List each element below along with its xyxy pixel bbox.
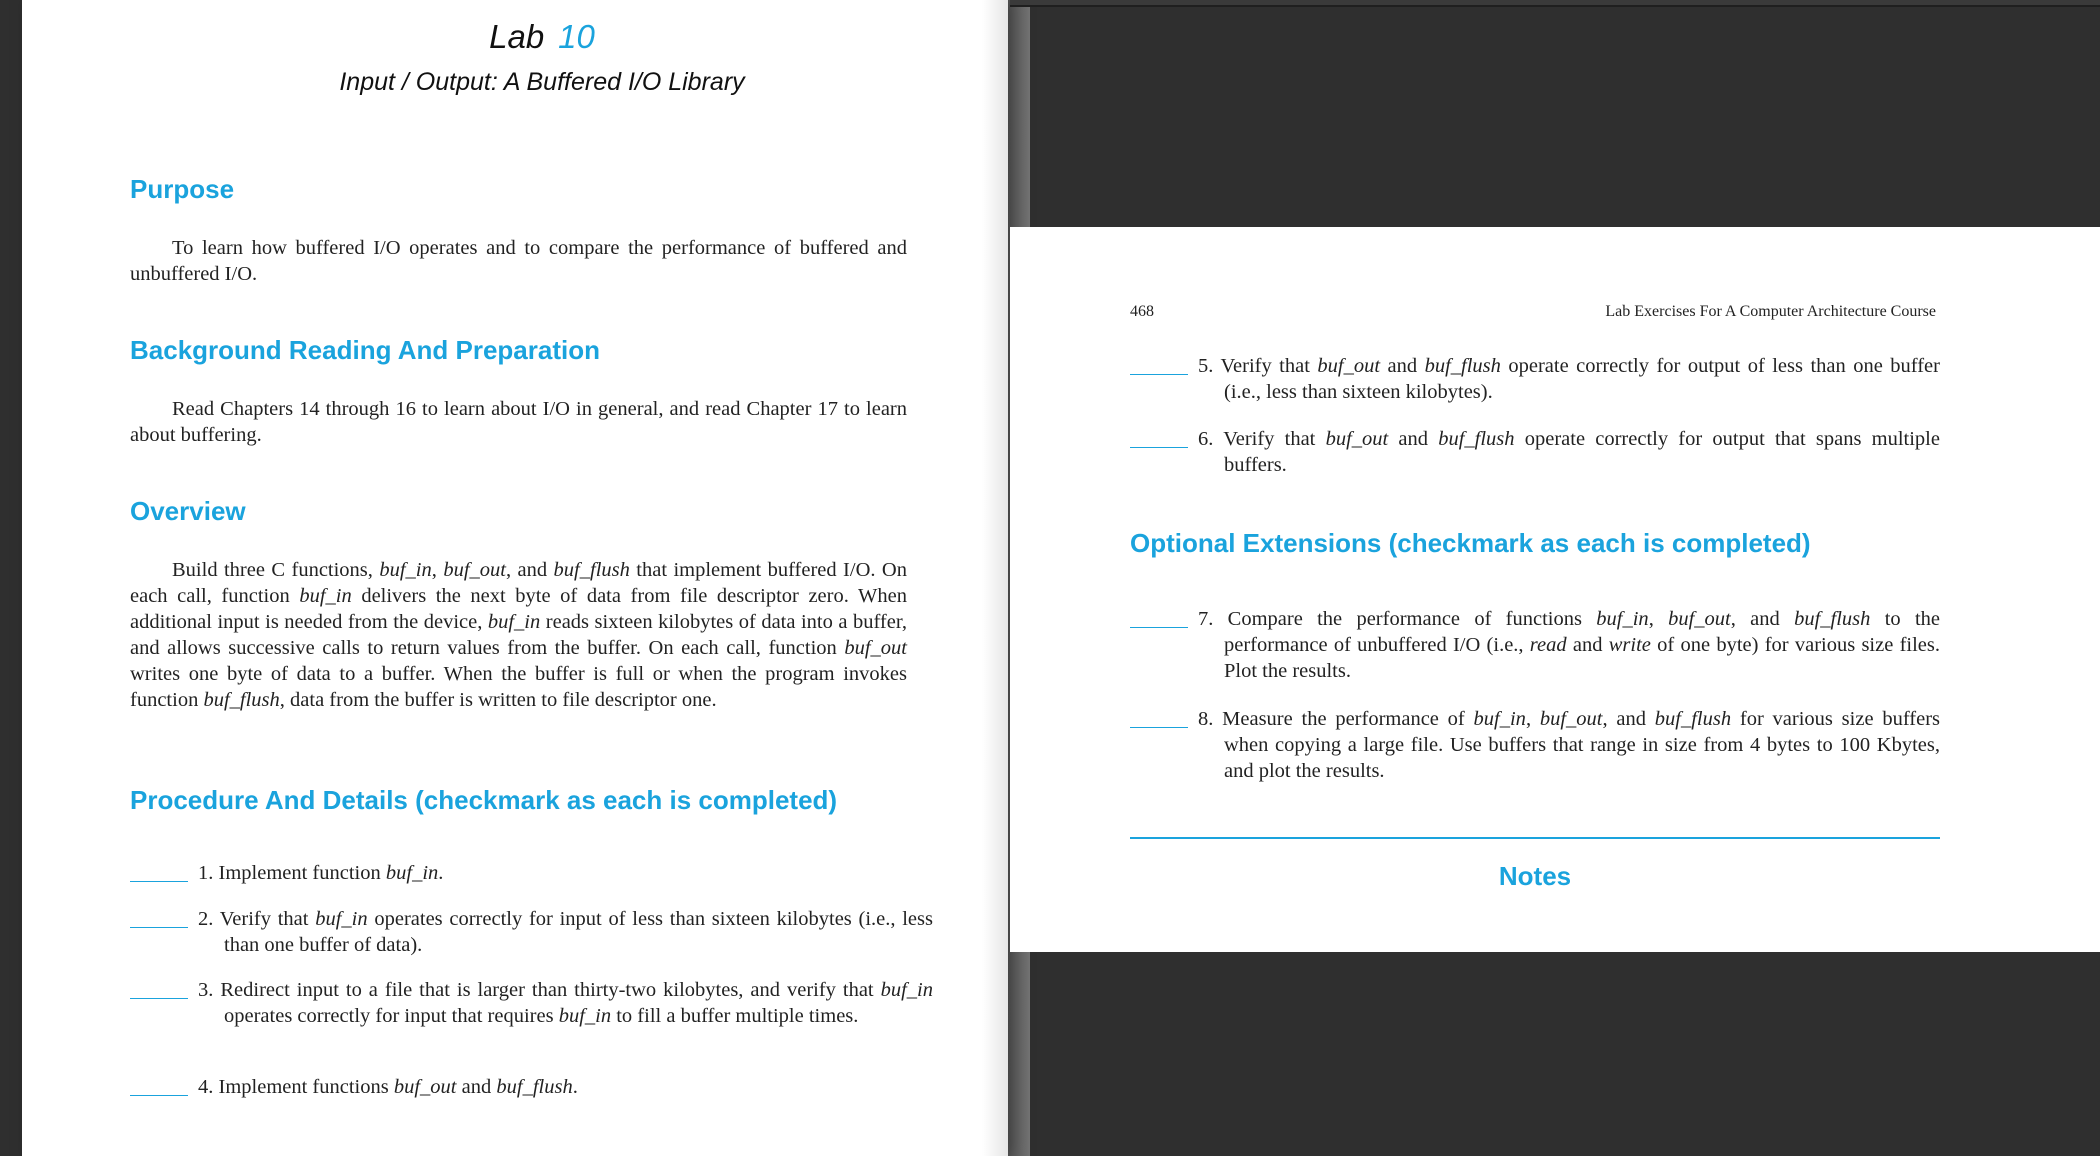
purpose-heading: Purpose bbox=[130, 174, 235, 204]
checkmark-blank[interactable] bbox=[1130, 727, 1188, 728]
procedure-heading: Procedure And Details (checkmark as each is completed) bbox=[130, 785, 838, 815]
background-heading: Background Reading And Preparation bbox=[130, 335, 600, 365]
lab-label: Lab bbox=[489, 18, 545, 55]
lab-title bbox=[332, 18, 752, 56]
page-number: 468 bbox=[1130, 303, 1154, 320]
background-text: Read Chapters 14 through 16 to learn about I/O in general, and read Chapter 17 to learn about buffering. bbox=[130, 398, 907, 446]
lab-subtitle: Input / Output: A Buffered I/O Library bbox=[339, 68, 745, 96]
optional-item-8: 8. Measure the performance of buf_in, buf_out, and buf_flush for various size buffers when copying a large file. Use buffers that range in size from 4 bytes to 100 Kbytes, and plot the results. bbox=[1130, 706, 1940, 788]
running-title: Lab Exercises For A Computer Architecture Course bbox=[1605, 303, 1936, 320]
purpose-text: To learn how buffered I/O operates and to compare the performance of buffered and unbuffered I/O. bbox=[130, 237, 907, 285]
viewer-left-margin bbox=[0, 0, 22, 1156]
procedure-item-4: 4. Implement functions buf_out and buf_flush. bbox=[130, 1074, 907, 1104]
notes-heading: Notes bbox=[1498, 861, 1572, 891]
procedure-item-6: 6. Verify that buf_out and buf_flush operate correctly for output that spans multiple buffers. bbox=[1130, 426, 1940, 482]
page-right bbox=[1010, 227, 2100, 952]
checkmark-blank[interactable] bbox=[130, 998, 188, 999]
checkmark-blank[interactable] bbox=[1130, 627, 1188, 628]
page-separator bbox=[1010, 5, 2100, 7]
checkmark-blank[interactable] bbox=[130, 927, 188, 928]
optional-item-7: 7. Compare the performance of functions buf_in, buf_out, and buf_flush to the performance of unbuffered I/O (i.e., read and write of one byte) for various size files. Plot the results. bbox=[1130, 606, 1940, 688]
overview-heading: Overview bbox=[130, 496, 246, 526]
procedure-item-1: 1. Implement function buf_in. bbox=[130, 860, 907, 890]
checkmark-blank[interactable] bbox=[130, 881, 188, 882]
checkmark-blank[interactable] bbox=[130, 1095, 188, 1096]
notes-divider bbox=[1130, 837, 1940, 839]
lab-number: 10 bbox=[558, 18, 595, 55]
overview-text: Build three C functions, buf_in, buf_out, and buf_flush that implement buffered I/O. On each call, function buf_in delivers the next byte of data from file descriptor zero. When additional input is needed from the device, buf_in reads sixteen kilobytes of data into a buffer, and allows successive calls to return values from the buffer. On each call, function buf_out writes one byte of data to a buffer. When the buffer is full or when the program invokes function buf_flush, data from the buffer is written to file descriptor one. bbox=[130, 559, 908, 711]
optional-extensions-heading: Optional Extensions (checkmark as each is completed) bbox=[1130, 528, 1811, 558]
checkmark-blank[interactable] bbox=[1130, 447, 1188, 448]
procedure-item-5: 5. Verify that buf_out and buf_flush operate correctly for output of less than one buffer (i.e., less than sixteen kilobytes). bbox=[1130, 353, 1940, 409]
page-left bbox=[22, 0, 1008, 1156]
procedure-item-3: 3. Redirect input to a file that is larger than thirty-two kilobytes, and verify that buf_in operates correctly for input that requires buf_in to fill a buffer multiple times. bbox=[130, 977, 907, 1059]
procedure-item-2: 2. Verify that buf_in operates correctly for input of less than sixteen kilobytes (i.e., less than one buffer of data). bbox=[130, 906, 907, 962]
checkmark-blank[interactable] bbox=[1130, 374, 1188, 375]
